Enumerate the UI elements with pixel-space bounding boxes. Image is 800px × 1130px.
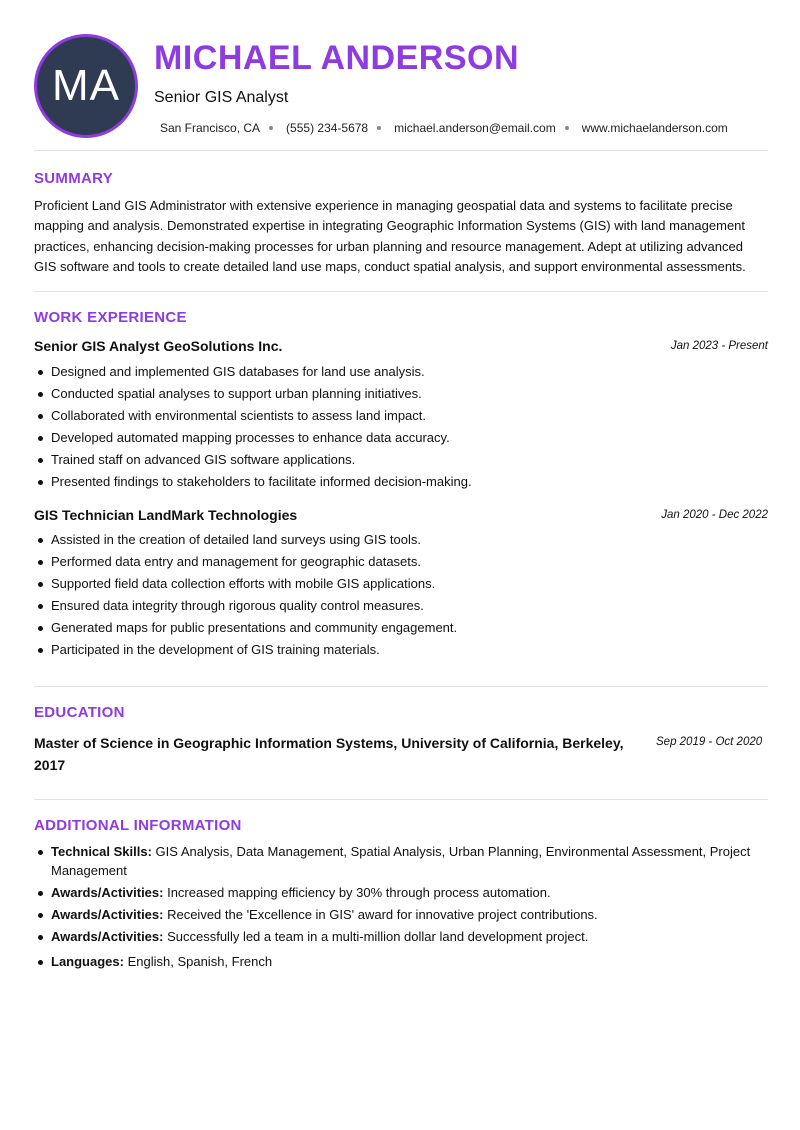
education-degree: Master of Science in Geographic Information Systems, University of California, Berkeley, 2017 bbox=[34, 735, 624, 773]
section-divider bbox=[34, 799, 768, 800]
additional-info-list bbox=[34, 843, 768, 972]
job-header bbox=[34, 505, 768, 525]
additional-info-heading: ADDITIONAL INFORMATION bbox=[34, 817, 242, 834]
summary-text: Proficient Land GIS Administrator with extensive experience in managing geospatial data and systems to facilitate precise mapping and analysis. Demonstrated expertise in integrating Geographic Information Systems (GIS) with land management practices, enhancing decision-making processes for urban planning and resource management. Adept at utilizing advanced GIS software and tools to create detailed land use maps, conduct spatial analysis, and support environmental assessments. bbox=[34, 198, 746, 274]
resume-header bbox=[34, 34, 768, 138]
job-bullets bbox=[34, 361, 768, 493]
info-text: GIS Analysis, Data Management, Spatial Analysis, Urban Planning, Environmental Assessment, Project Management bbox=[51, 844, 751, 878]
info-text: Increased mapping efficiency by 30% through process automation. bbox=[163, 884, 551, 900]
avatar bbox=[34, 34, 138, 138]
contact-line bbox=[160, 120, 728, 136]
job-title: Senior GIS Analyst GeoSolutions Inc. bbox=[34, 338, 283, 354]
info-label: Awards/Activities: bbox=[51, 928, 164, 944]
list-item: Presented findings to stakeholders to facilitate informed decision-making. bbox=[34, 471, 768, 493]
list-item: Conducted spatial analyses to support urban planning initiatives. bbox=[34, 383, 768, 405]
list-item: Generated maps for public presentations and community engagement. bbox=[34, 617, 768, 639]
list-item: Collaborated with environmental scientists to assess land impact. bbox=[34, 405, 768, 427]
separator-dot bbox=[269, 126, 273, 130]
info-text: Received the 'Excellence in GIS' award for innovative project contributions. bbox=[163, 906, 598, 922]
list-item bbox=[34, 953, 768, 972]
info-text: Successfully led a team in a multi-million dollar land development project. bbox=[163, 928, 589, 944]
education-heading: EDUCATION bbox=[34, 704, 125, 721]
contact-email[interactable]: michael.anderson@email.com bbox=[394, 121, 556, 135]
list-item bbox=[34, 884, 768, 903]
info-label: Technical Skills: bbox=[51, 844, 152, 859]
list-item bbox=[34, 928, 768, 947]
list-item: Ensured data integrity through rigorous quality control measures. bbox=[34, 595, 768, 617]
list-item: Assisted in the creation of detailed land surveys using GIS tools. bbox=[34, 529, 768, 551]
job-dates: Jan 2023 - Present bbox=[670, 340, 768, 352]
list-item: Developed automated mapping processes to enhance data accuracy. bbox=[34, 427, 768, 449]
candidate-name: MICHAEL ANDERSON bbox=[154, 39, 520, 77]
list-item: Trained staff on advanced GIS software applications. bbox=[34, 449, 768, 471]
contact-website[interactable]: www.michaelanderson.com bbox=[581, 121, 728, 135]
separator-dot bbox=[377, 126, 381, 130]
job-bullets bbox=[34, 529, 768, 661]
list-item: Supported field data collection efforts with mobile GIS applications. bbox=[34, 573, 768, 595]
info-label: Awards/Activities: bbox=[51, 906, 164, 922]
summary-heading: SUMMARY bbox=[34, 170, 114, 187]
list-item: Designed and implemented GIS databases for land use analysis. bbox=[34, 361, 768, 383]
section-divider bbox=[34, 150, 768, 151]
list-item bbox=[34, 906, 768, 925]
job-header bbox=[34, 336, 768, 356]
info-text: English, Spanish, French bbox=[123, 954, 273, 969]
section-divider bbox=[34, 686, 768, 687]
candidate-role: Senior GIS Analyst bbox=[154, 89, 289, 106]
contact-location: San Francisco, CA bbox=[160, 121, 261, 135]
section-divider bbox=[34, 291, 768, 292]
contact-phone: (555) 234-5678 bbox=[286, 121, 369, 135]
job-title: GIS Technician LandMark Technologies bbox=[34, 507, 298, 523]
work-experience-heading: WORK EXPERIENCE bbox=[34, 309, 187, 326]
info-label: Awards/Activities: bbox=[51, 884, 164, 900]
info-label: Languages: bbox=[51, 954, 124, 969]
list-item: Participated in the development of GIS training materials. bbox=[34, 639, 768, 661]
separator-dot bbox=[565, 126, 569, 130]
education-dates: Sep 2019 - Oct 2020 bbox=[656, 736, 763, 748]
job-dates: Jan 2020 - Dec 2022 bbox=[661, 509, 768, 521]
list-item bbox=[34, 843, 768, 880]
list-item: Performed data entry and management for geographic datasets. bbox=[34, 551, 768, 573]
avatar-initials: MA bbox=[52, 61, 120, 110]
